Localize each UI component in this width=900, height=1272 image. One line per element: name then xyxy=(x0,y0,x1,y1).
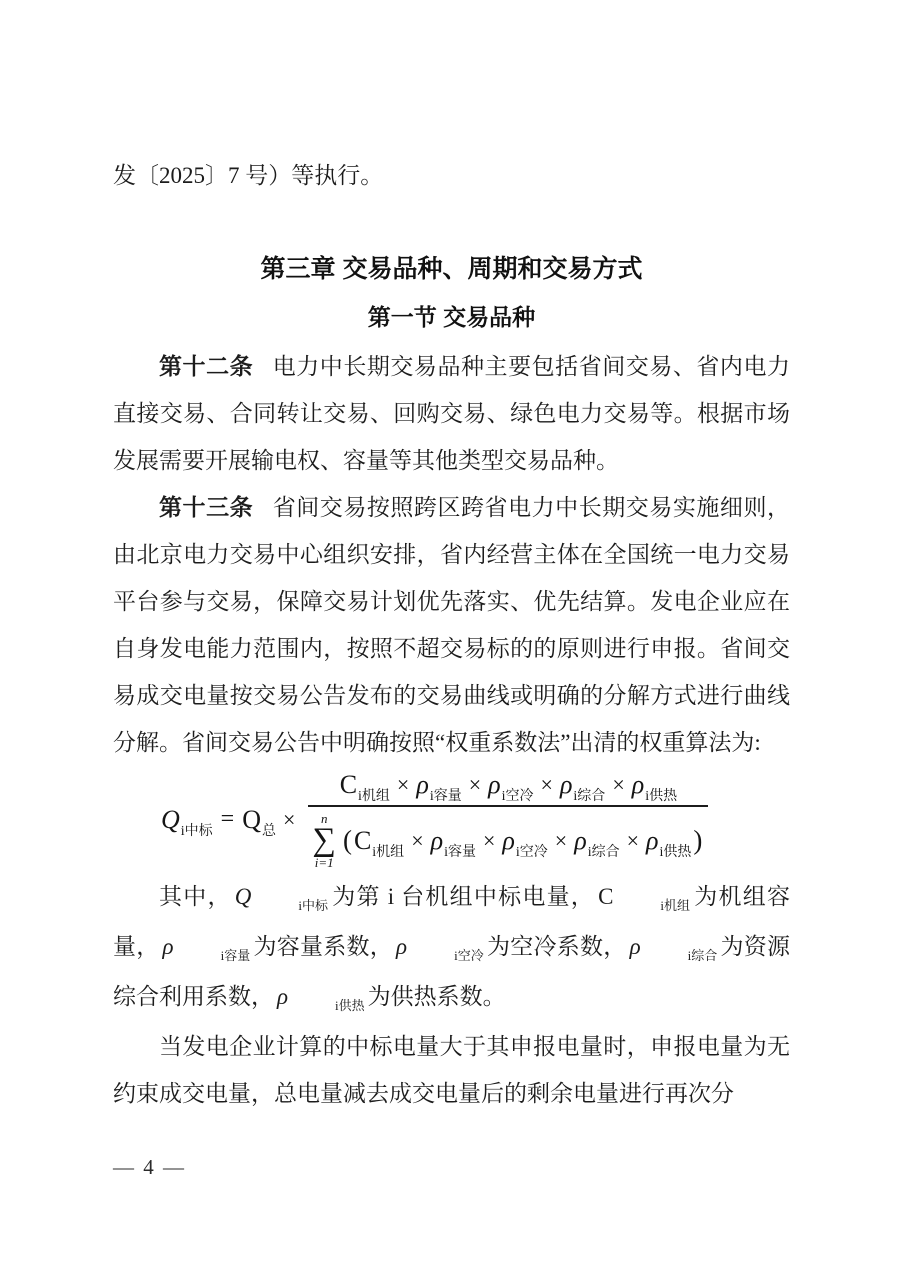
inline-math xyxy=(598,884,691,914)
explanation-text: 为机组容量， xyxy=(113,884,791,960)
denominator-term xyxy=(353,825,405,860)
term-base: ρ xyxy=(502,825,515,855)
term-subscript: i供热 xyxy=(659,844,692,860)
explanation-text: 为容量系数， xyxy=(253,934,394,960)
term-subscript: i供热 xyxy=(645,789,678,804)
times-sign: × xyxy=(626,827,639,853)
inline-math-base: ρ xyxy=(162,934,174,960)
section-heading: 第一节 交易品种 xyxy=(367,304,536,330)
fraction-denominator xyxy=(308,805,708,869)
weight-formula xyxy=(161,770,790,869)
numerator-term xyxy=(339,770,390,804)
explanation-text: 其中， xyxy=(159,884,232,910)
page-number: — 4 — xyxy=(113,1155,186,1179)
inline-math xyxy=(629,934,718,964)
chapter-heading: 第三章 交易品种、周期和交易方式 xyxy=(260,255,643,283)
equals-sign: = xyxy=(220,806,235,833)
term-subscript: i空冷 xyxy=(501,789,534,804)
term-base: ρ xyxy=(559,770,573,799)
inline-math-base: C xyxy=(598,884,614,910)
summation-lower-limit: i=1 xyxy=(314,855,334,871)
inline-math-subscript: i空冷 xyxy=(454,948,484,964)
times-sign: × xyxy=(482,827,496,853)
explanation-text: 为空冷系数， xyxy=(486,934,627,960)
open-paren: ( xyxy=(342,825,352,856)
explanation-text: 为供热系数。 xyxy=(367,984,506,1010)
numerator-term xyxy=(559,770,606,804)
formula-total-subscript: 总 xyxy=(262,823,276,839)
formula-explanation-paragraph xyxy=(113,873,790,1023)
article-12-text: 电力中长期交易品种主要包括省间交易、省内电力直接交易、合同转让交易、回购交易、绿色电力交易等。根据市场发展需要开展输电权、容量等其他类型交易品种。 xyxy=(113,354,791,473)
inline-math xyxy=(234,884,328,914)
denominator-term xyxy=(430,825,476,860)
term-base: ρ xyxy=(488,770,501,799)
formula-total xyxy=(242,804,276,839)
formula-fraction xyxy=(308,770,708,869)
formula-total-base: Q xyxy=(242,804,261,834)
summation-upper-limit: n xyxy=(320,811,328,826)
explanation-text: 为资源综合利用系数， xyxy=(113,934,791,1010)
times-sign: × xyxy=(283,806,296,832)
inline-math-subscript: i容量 xyxy=(220,948,251,964)
article-12-label: 第十二条 xyxy=(159,353,254,379)
times-sign: × xyxy=(468,772,482,797)
denominator-term xyxy=(646,825,692,860)
times-sign: × xyxy=(411,827,424,853)
summation-symbol xyxy=(312,812,336,869)
term-base: ρ xyxy=(416,770,429,799)
term-subscript: i机组 xyxy=(358,789,390,804)
inline-math-base: ρ xyxy=(629,934,641,960)
inline-math-base: ρ xyxy=(277,984,289,1010)
article-13-text: 省间交易按照跨区跨省电力中长期交易实施细则，由北京电力交易中心组织安排，省内经营主体在全国统一电力交易平台参与交易，保障交易计划优先落实、优先结算。发电企业应在自身发电能力范围内，按照不超交易标的的原则进行申报。省间交易成交电量按交易公告发布的交易曲线或明确的分解方式进行曲线分解。省间交易公告中明确按照“权重系数法”出清的权重算法为: xyxy=(113,495,791,755)
intro-line-text: 发〔2025〕7 号）等执行。 xyxy=(113,163,384,188)
term-base: ρ xyxy=(646,825,659,855)
close-paren: ) xyxy=(693,825,703,856)
fraction-numerator xyxy=(330,770,687,805)
inline-math-base: ρ xyxy=(396,934,408,960)
inline-math-subscript: i机组 xyxy=(660,898,691,914)
numerator-term xyxy=(631,770,678,804)
times-sign: × xyxy=(540,772,553,797)
times-sign: × xyxy=(554,827,568,853)
times-sign: × xyxy=(612,772,625,797)
term-base: C xyxy=(353,825,372,855)
inline-math-subscript: i综合 xyxy=(687,948,718,964)
article-12-paragraph xyxy=(113,343,790,484)
times-sign: × xyxy=(396,772,410,797)
closing-paragraph-text: 当发电企业计算的中标电量大于其申报电量时，申报电量为无约束成交电量，总电量减去成交电量后的剩余电量进行再次分 xyxy=(113,1034,790,1107)
numerator-term xyxy=(416,770,462,804)
term-subscript: i容量 xyxy=(444,844,476,860)
inline-math-subscript: i供热 xyxy=(335,998,365,1014)
formula-lhs xyxy=(161,804,213,839)
intro-paragraph xyxy=(113,152,790,199)
term-base: ρ xyxy=(631,770,645,799)
explanation-text: 为第 i 台机组中标电量， xyxy=(330,884,596,910)
term-subscript: i容量 xyxy=(429,789,462,804)
numerator-term xyxy=(488,770,534,804)
inline-math xyxy=(396,934,484,964)
inline-math-subscript: i中标 xyxy=(298,898,328,914)
inline-math xyxy=(277,984,365,1014)
inline-math-base: Q xyxy=(234,884,252,910)
term-subscript: i综合 xyxy=(587,844,620,860)
term-subscript: i综合 xyxy=(573,789,606,804)
article-13-label: 第十三条 xyxy=(159,494,254,520)
formula-lhs-subscript: i中标 xyxy=(180,823,213,839)
article-13-paragraph xyxy=(113,484,790,766)
closing-paragraph xyxy=(113,1023,790,1117)
denominator-term xyxy=(574,825,620,860)
term-base: C xyxy=(339,770,358,799)
inline-math xyxy=(162,934,251,964)
term-subscript: i机组 xyxy=(372,844,405,860)
term-base: ρ xyxy=(574,825,587,855)
denominator-term xyxy=(502,825,548,860)
term-subscript: i空冷 xyxy=(515,844,548,860)
formula-lhs-base: Q xyxy=(161,804,180,834)
sigma-icon: ∑ xyxy=(312,822,336,858)
term-base: ρ xyxy=(430,825,444,855)
